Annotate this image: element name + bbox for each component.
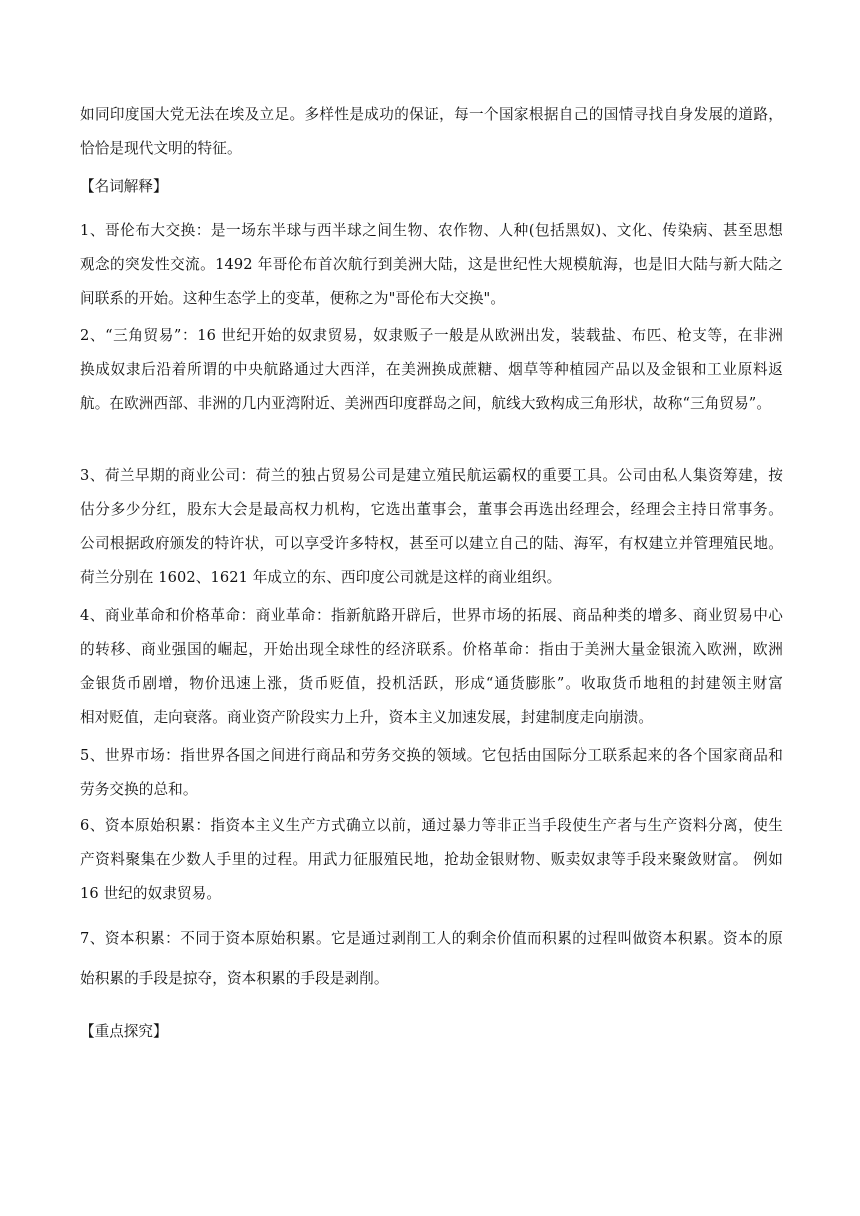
intro-paragraph bbox=[80, 98, 783, 166]
text-line: 7、资本积累：不同于资本原始积累。它是通过剥削工人的剩余价值而积累的过程叫做资本积累。资本的原 bbox=[80, 930, 783, 947]
text-line: 劳务交换的总和。 bbox=[80, 781, 198, 798]
text-line: 产资料聚集在少数人手里的过程。用武力征服殖民地，抢劫金银财物、贩卖奴隶等手段来聚敛财富。 例如 bbox=[80, 851, 783, 868]
term-6 bbox=[80, 809, 783, 911]
text-line: 换成奴隶后沿着所谓的中央航路通过大西洋，在美洲换成蔗糖、烟草等种植园产品以及金银和工业原料返 bbox=[80, 361, 783, 378]
text-line: 6、资本原始积累：指资本主义生产方式确立以前，通过暴力等非正当手段使生产者与生产资料分离，使生 bbox=[80, 817, 783, 834]
text-line: 估分多少分红，股东大会是最高权力机构，它选出董事会，董事会再选出经理会，经理会主持日常事务。 bbox=[80, 501, 783, 518]
text-line: 5、世界市场：指世界各国之间进行商品和劳务交换的领域。它包括由国际分工联系起来的各个国家商品和 bbox=[80, 747, 783, 764]
text-line: 相对贬值，走向衰落。商业资产阶段实力上升，资本主义加速发展，封建制度走向崩溃。 bbox=[80, 709, 654, 726]
term-4 bbox=[80, 599, 783, 735]
term-7 bbox=[80, 919, 783, 999]
text-line: 恰恰是现代文明的特征。 bbox=[80, 140, 242, 157]
term-1 bbox=[80, 214, 783, 316]
text-line: 观念的突发性交流。1492 年哥伦布首次航行到美洲大陆，这是世纪性大规模航海，也是旧大陆与新大陆之 bbox=[80, 256, 783, 273]
text-line: 的转移、商业强国的崛起，开始出现全球性的经济联系。价格革命：指由于美洲大量金银流入欧洲，欧洲 bbox=[80, 641, 783, 658]
text-line: 公司根据政府颁发的特许状，可以享受许多特权，甚至可以建立自己的陆、海军，有权建立并管理殖民地。 bbox=[80, 535, 783, 552]
text-line: 始积累的手段是掠夺，资本积累的手段是剥削。 bbox=[80, 970, 389, 987]
term-3 bbox=[80, 459, 783, 595]
text-line: 荷兰分别在 1602、1621 年成立的东、西印度公司就是这样的商业组织。 bbox=[80, 569, 562, 586]
key-points-heading: 【重点探究】 bbox=[80, 1023, 168, 1040]
glossary-heading: 【名词解释】 bbox=[80, 178, 168, 195]
text-line: 航。在欧洲西部、非洲的几内亚湾附近、美洲西印度群岛之间，航线大致构成三角形状，故称“三角贸易”。 bbox=[80, 395, 772, 412]
text-line: 3、荷兰早期的商业公司：荷兰的独占贸易公司是建立殖民航运霸权的重要工具。公司由私人集资筹建，按 bbox=[80, 467, 783, 484]
text-line: 金银货币剧增，物价迅速上涨，货币贬值，投机活跃，形成“通货膨胀”。收取货币地租的封建领主财富 bbox=[80, 675, 783, 692]
text-line: 4、商业革命和价格革命：商业革命：指新航路开辟后，世界市场的拓展、商品种类的增多、商业贸易中心 bbox=[80, 607, 783, 624]
term-2 bbox=[80, 319, 783, 421]
text-line: 间联系的开始。这种生态学上的变革，便称之为"哥伦布大交换"。 bbox=[80, 290, 506, 307]
text-line: 如同印度国大党无法在埃及立足。多样性是成功的保证，每一个国家根据自己的国情寻找自身发展的道路， bbox=[80, 106, 783, 123]
term-5 bbox=[80, 739, 783, 807]
text-line: 1、哥伦布大交换：是一场东半球与西半球之间生物、农作物、人种(包括黑奴)、文化、传染病、甚至思想 bbox=[80, 222, 783, 239]
text-line: 16 世纪的奴隶贸易。 bbox=[80, 885, 222, 902]
text-line: 2、“三角贸易”：16 世纪开始的奴隶贸易，奴隶贩子一般是从欧洲出发，装载盐、布匹、枪支等，在非洲 bbox=[80, 327, 783, 344]
